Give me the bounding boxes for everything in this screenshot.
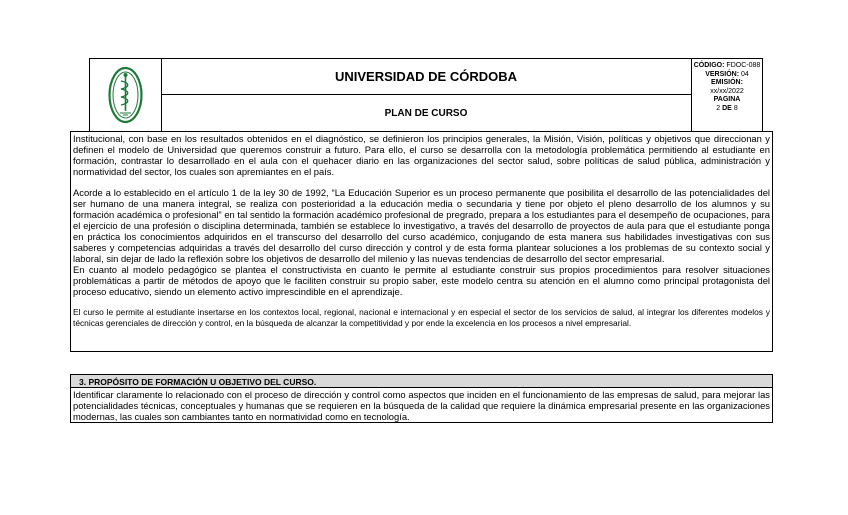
paragraph-institutional: Institucional, con base en los resultados obtenidos en el diagnóstico, se definieron los principios generales, la Misión, Visión, políticas y objetivos que direccionan y definen el modelo de Universidad que queremos construir a futuro. Para ello, el curso se desarrolla con la metodología problemática permitiendo al estudiante en formación, contrastar lo desarrollado en el aula con el quehacer diario en las organizaciones del sector salud, sobre políticas de salud pública, administración y normatividad del sector, los cuales son apremiantes en el país. <box>73 133 770 177</box>
logo-cell <box>90 59 162 131</box>
codigo-value: FDOC-088 <box>726 62 761 69</box>
version-label: VERSIÓN: <box>705 70 740 78</box>
section-3-text: Identificar claramente lo relacionado con el proceso de dirección y control como aspectos que inciden en el funcionamiento de las empresas de salud, para mejorar las potencialidades técnicas, conceptuales y humanas que se requieren en la búsqueda de la calidad que requiere la dinámica empresarial presente en las organizaciones modernas, las cuales son cambiantes tanto en normatividad como en tecnología. <box>73 389 770 422</box>
codigo-line <box>692 62 762 71</box>
document-meta <box>692 62 762 114</box>
university-title: UNIVERSIDAD DE CÓRDOBA <box>161 59 692 95</box>
paragraph-contexts: El curso le permite al estudiante insertarse en los contextos local, regional, nacional e internacional y en especial el sector de los servicios de salud, al integrar los diferentes modelos y técnicas gerenciales de dirección y control, en la búsqueda de alcanzar la competitividad y por ende la excelencia en los procesos a nivel empresarial. <box>73 307 770 328</box>
course-description-box <box>70 131 773 352</box>
paragraph-pedagogical-model: En cuanto al modelo pedagógico se plantea el constructivista en cuanto le permite al estudiante construir sus propios procedimientos para resolver situaciones problemáticas a partir de métodos de apoyo que le faciliten construir su propio saber, este modelo centra su atención en el alumno como principal protagonista del proceso educativo, siendo un elemento activo imprescindible en el aprendizaje. <box>73 264 770 297</box>
document-title: PLAN DE CURSO <box>161 95 692 131</box>
emision-label: EMISIÓN: <box>711 79 743 87</box>
pagina-label: PAGINA <box>713 96 741 104</box>
university-seal-icon <box>90 59 161 131</box>
paragraph-ley-30: Acorde a lo establecido en el artículo 1 de la ley 30 de 1992, “La Educación Superior es un proceso permanente que posibilita el desarrollo de las potencialidades del ser humano de una manera integral, se realiza con posterioridad a la educación media o secundaria y tiene por objeto el pleno desarrollo de los alumnos y su formación académica o profesional” en tal sentido la formación académico profesional de pregrado, prepara a los estudiantes para el desempeño de ocupaciones, para el ejercicio de una profesión o disciplina determinada, también se establece lo investigativo, a través del desarrollo de proyectos de aula para que el estudiante ponga en práctica los conocimientos adquiridos en el transcurso del desarrollo del curso académico, conjugando de esta manera sus habilidades investigativas con sus saberes y competencias adquiridas a través del desarrollo del curso dirección y control y de esta forma plantear soluciones a los problemas de su contexto social y laboral, sin dejar de lado la reflexión sobre los objetivos de desarrollo del milenio y las nuevas tendencias de desarrollo del sector empresarial. <box>73 187 770 264</box>
version-line <box>692 71 762 80</box>
page-current: 2 <box>716 104 721 112</box>
page-number <box>692 105 762 114</box>
page-total: 8 <box>733 104 738 112</box>
document-header <box>89 58 763 132</box>
codigo-label: CÓDIGO: <box>693 62 725 69</box>
page-de: DE <box>722 104 732 112</box>
version-value: 04 <box>741 70 749 78</box>
section-3-body <box>70 387 773 423</box>
section-3-heading: 3. PROPÓSITO DE FORMACIÓN U OBJETIVO DEL CURSO. <box>70 374 773 388</box>
emision-value: xx/xx/2022 <box>710 87 744 95</box>
